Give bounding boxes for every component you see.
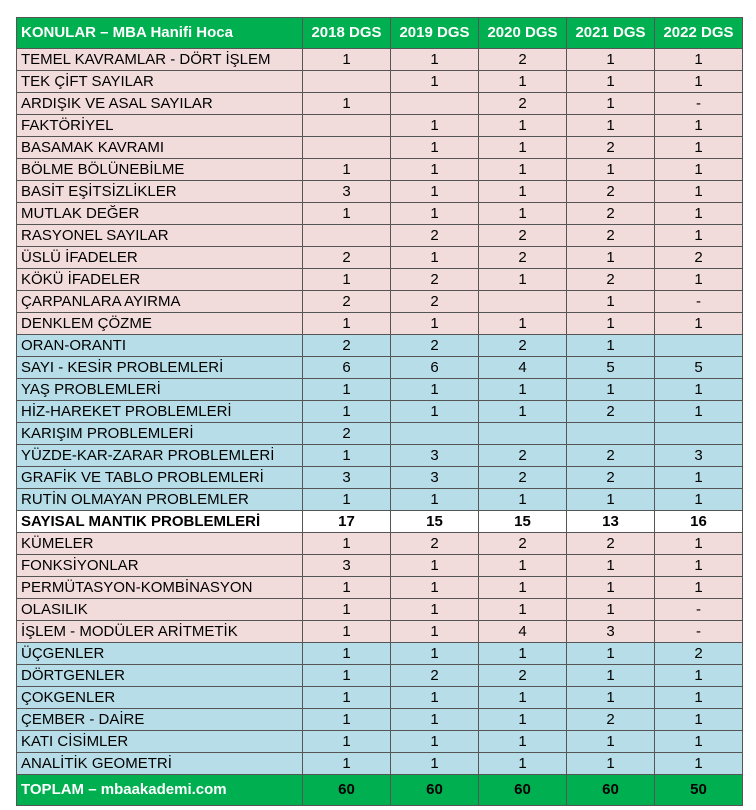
count-cell: 2	[567, 203, 655, 225]
count-cell: 1	[479, 643, 567, 665]
count-cell	[391, 93, 479, 115]
count-cell: 1	[567, 665, 655, 687]
count-cell: 1	[303, 203, 391, 225]
count-cell: 1	[391, 203, 479, 225]
count-cell: -	[655, 599, 743, 621]
count-cell: 2	[303, 335, 391, 357]
count-cell: 1	[567, 49, 655, 71]
count-cell: 1	[303, 269, 391, 291]
table-row	[17, 533, 743, 555]
count-cell: 1	[479, 71, 567, 93]
count-cell: 1	[479, 159, 567, 181]
header-year: 2021 DGS	[567, 18, 655, 49]
count-cell: 1	[391, 379, 479, 401]
count-cell: 1	[567, 489, 655, 511]
table-row	[17, 335, 743, 357]
count-cell: -	[655, 621, 743, 643]
count-cell: 1	[567, 687, 655, 709]
topic-cell: DENKLEM ÇÖZME	[17, 313, 303, 335]
count-cell: 1	[655, 577, 743, 599]
topic-cell: OLASILIK	[17, 599, 303, 621]
table-row	[17, 511, 743, 533]
count-cell: 2	[567, 225, 655, 247]
count-cell: 1	[303, 533, 391, 555]
count-cell: 2	[479, 335, 567, 357]
count-cell: 2	[479, 225, 567, 247]
count-cell: 1	[303, 489, 391, 511]
count-cell: 1	[391, 313, 479, 335]
count-cell: 16	[655, 511, 743, 533]
count-cell: 1	[391, 159, 479, 181]
count-cell: 1	[391, 643, 479, 665]
table-row	[17, 753, 743, 775]
count-cell: 2	[479, 247, 567, 269]
count-cell	[655, 423, 743, 445]
count-cell	[303, 115, 391, 137]
count-cell: 2	[479, 665, 567, 687]
count-cell: 1	[567, 379, 655, 401]
table-row	[17, 621, 743, 643]
topic-cell: FONKSİYONLAR	[17, 555, 303, 577]
count-cell: 1	[303, 379, 391, 401]
count-cell: 15	[479, 511, 567, 533]
count-cell	[303, 137, 391, 159]
count-cell: 1	[655, 49, 743, 71]
table-row	[17, 599, 743, 621]
count-cell: 2	[303, 423, 391, 445]
count-cell: 1	[567, 335, 655, 357]
table-row	[17, 379, 743, 401]
count-cell	[303, 71, 391, 93]
count-cell: 2	[391, 269, 479, 291]
count-cell	[479, 423, 567, 445]
topic-cell: ÜÇGENLER	[17, 643, 303, 665]
count-cell: 3	[391, 467, 479, 489]
count-cell: 1	[655, 159, 743, 181]
count-cell: 1	[391, 401, 479, 423]
count-cell: 1	[479, 379, 567, 401]
count-cell: 1	[479, 313, 567, 335]
count-cell: 2	[479, 467, 567, 489]
count-cell: 1	[303, 621, 391, 643]
count-cell: 1	[391, 489, 479, 511]
topic-cell: ANALİTİK GEOMETRİ	[17, 753, 303, 775]
count-cell: 1	[303, 665, 391, 687]
count-cell: 1	[391, 687, 479, 709]
count-cell: 2	[567, 181, 655, 203]
count-cell: 1	[303, 401, 391, 423]
table-row	[17, 577, 743, 599]
count-cell: 2	[655, 643, 743, 665]
count-cell: 1	[479, 401, 567, 423]
table-row	[17, 687, 743, 709]
topic-cell: ARDIŞIK VE ASAL SAYILAR	[17, 93, 303, 115]
count-cell: 1	[303, 49, 391, 71]
count-cell: 1	[567, 731, 655, 753]
count-cell: 1	[655, 225, 743, 247]
count-cell	[303, 225, 391, 247]
topic-cell: HİZ-HAREKET PROBLEMLERİ	[17, 401, 303, 423]
count-cell: 1	[303, 445, 391, 467]
table-row	[17, 93, 743, 115]
count-cell: 1	[655, 181, 743, 203]
count-cell: 1	[303, 599, 391, 621]
count-cell: 6	[391, 357, 479, 379]
table-row	[17, 555, 743, 577]
topic-cell: SAYI - KESİR PROBLEMLERİ	[17, 357, 303, 379]
table-row	[17, 269, 743, 291]
count-cell: 1	[303, 687, 391, 709]
count-cell: 1	[391, 71, 479, 93]
count-cell: 1	[567, 643, 655, 665]
count-cell: 1	[391, 731, 479, 753]
count-cell: 1	[655, 269, 743, 291]
total-value: 60	[479, 775, 567, 806]
count-cell: 1	[303, 643, 391, 665]
count-cell: 2	[479, 445, 567, 467]
count-cell: 1	[655, 71, 743, 93]
count-cell: 2	[479, 49, 567, 71]
count-cell: 1	[655, 555, 743, 577]
count-cell: 1	[655, 665, 743, 687]
topic-cell: YÜZDE-KAR-ZARAR PROBLEMLERİ	[17, 445, 303, 467]
count-cell: 1	[391, 753, 479, 775]
topic-cell: BÖLME BÖLÜNEBİLME	[17, 159, 303, 181]
count-cell: 2	[655, 247, 743, 269]
count-cell: 1	[567, 159, 655, 181]
header-year: 2022 DGS	[655, 18, 743, 49]
count-cell: 1	[567, 555, 655, 577]
count-cell: 2	[479, 93, 567, 115]
count-cell: 2	[567, 137, 655, 159]
count-cell: 2	[391, 335, 479, 357]
total-value: 60	[567, 775, 655, 806]
count-cell: 3	[567, 621, 655, 643]
count-cell: 5	[655, 357, 743, 379]
topic-cell: KATI CİSİMLER	[17, 731, 303, 753]
header-topic: KONULAR – MBA Hanifi Hoca	[17, 18, 303, 49]
table-row	[17, 225, 743, 247]
topic-cell: BASAMAK KAVRAMI	[17, 137, 303, 159]
count-cell	[391, 423, 479, 445]
topic-cell: DÖRTGENLER	[17, 665, 303, 687]
count-cell: 1	[303, 731, 391, 753]
count-cell: 6	[303, 357, 391, 379]
topic-cell: FAKTÖRİYEL	[17, 115, 303, 137]
topic-cell: ÇEMBER - DAİRE	[17, 709, 303, 731]
count-cell: 1	[479, 753, 567, 775]
table-row	[17, 731, 743, 753]
count-cell: 1	[303, 159, 391, 181]
count-cell: 1	[655, 137, 743, 159]
count-cell: 1	[391, 247, 479, 269]
count-cell: 1	[567, 599, 655, 621]
topic-cell: BASİT EŞİTSİZLİKLER	[17, 181, 303, 203]
count-cell: 1	[391, 555, 479, 577]
count-cell: 4	[479, 621, 567, 643]
count-cell: 2	[567, 467, 655, 489]
table-row	[17, 203, 743, 225]
count-cell: 3	[303, 467, 391, 489]
count-cell: 2	[567, 709, 655, 731]
table-row	[17, 423, 743, 445]
count-cell: 1	[479, 687, 567, 709]
table-row	[17, 71, 743, 93]
count-cell: 1	[655, 731, 743, 753]
count-cell: 1	[303, 709, 391, 731]
count-cell: 1	[391, 621, 479, 643]
table-row	[17, 291, 743, 313]
count-cell: 1	[567, 291, 655, 313]
count-cell: 2	[303, 291, 391, 313]
count-cell: 13	[567, 511, 655, 533]
topic-cell: İŞLEM - MODÜLER ARİTMETİK	[17, 621, 303, 643]
count-cell: 1	[567, 71, 655, 93]
count-cell: 2	[479, 533, 567, 555]
count-cell: 1	[391, 577, 479, 599]
count-cell: 2	[391, 291, 479, 313]
count-cell	[655, 335, 743, 357]
count-cell: 1	[391, 49, 479, 71]
count-cell: -	[655, 291, 743, 313]
count-cell: 1	[655, 203, 743, 225]
count-cell: 2	[391, 225, 479, 247]
count-cell: 1	[655, 753, 743, 775]
topic-cell: MUTLAK DEĞER	[17, 203, 303, 225]
count-cell: 1	[567, 93, 655, 115]
count-cell: 1	[655, 709, 743, 731]
table-row	[17, 401, 743, 423]
total-value: 60	[391, 775, 479, 806]
count-cell: 1	[567, 577, 655, 599]
table-row	[17, 445, 743, 467]
header-year: 2019 DGS	[391, 18, 479, 49]
table-row	[17, 643, 743, 665]
topic-cell: GRAFİK VE TABLO PROBLEMLERİ	[17, 467, 303, 489]
count-cell: 1	[567, 753, 655, 775]
count-cell: 2	[391, 533, 479, 555]
total-value: 60	[303, 775, 391, 806]
count-cell: 1	[479, 181, 567, 203]
topic-cell: YAŞ PROBLEMLERİ	[17, 379, 303, 401]
table-row	[17, 357, 743, 379]
count-cell: 1	[479, 137, 567, 159]
table-row	[17, 181, 743, 203]
dgs-topic-table	[16, 17, 743, 806]
count-cell: 2	[391, 665, 479, 687]
table-row	[17, 115, 743, 137]
count-cell: 1	[303, 313, 391, 335]
count-cell: 1	[655, 467, 743, 489]
count-cell: 1	[655, 533, 743, 555]
total-value: 50	[655, 775, 743, 806]
table-row	[17, 709, 743, 731]
count-cell: 4	[479, 357, 567, 379]
header-row	[17, 18, 743, 49]
count-cell: 1	[567, 247, 655, 269]
count-cell: 1	[479, 269, 567, 291]
table-row	[17, 159, 743, 181]
count-cell: 1	[391, 599, 479, 621]
table-body	[17, 49, 743, 775]
count-cell: 1	[479, 731, 567, 753]
count-cell: 1	[567, 115, 655, 137]
topic-cell: TEK ÇİFT SAYILAR	[17, 71, 303, 93]
total-label: TOPLAM – mbaakademi.com	[17, 775, 303, 806]
count-cell: 1	[303, 577, 391, 599]
count-cell: 1	[655, 687, 743, 709]
count-cell: 3	[303, 181, 391, 203]
count-cell: 1	[391, 137, 479, 159]
count-cell: 1	[655, 313, 743, 335]
table-row	[17, 49, 743, 71]
count-cell: 1	[479, 203, 567, 225]
table-row	[17, 489, 743, 511]
topic-cell: KARIŞIM PROBLEMLERİ	[17, 423, 303, 445]
header-year: 2018 DGS	[303, 18, 391, 49]
count-cell: 1	[391, 181, 479, 203]
topic-cell: TEMEL KAVRAMLAR - DÖRT İŞLEM	[17, 49, 303, 71]
topic-cell: ORAN-ORANTI	[17, 335, 303, 357]
count-cell: 1	[303, 93, 391, 115]
table-row	[17, 313, 743, 335]
count-cell: 1	[479, 599, 567, 621]
count-cell: 3	[391, 445, 479, 467]
count-cell: -	[655, 93, 743, 115]
count-cell: 3	[655, 445, 743, 467]
table-row	[17, 137, 743, 159]
count-cell: 1	[479, 555, 567, 577]
count-cell: 1	[479, 115, 567, 137]
topic-cell: RUTİN OLMAYAN PROBLEMLER	[17, 489, 303, 511]
topic-cell: ÇOKGENLER	[17, 687, 303, 709]
count-cell: 1	[567, 313, 655, 335]
count-cell: 17	[303, 511, 391, 533]
topic-cell: ÜSLÜ İFADELER	[17, 247, 303, 269]
topic-cell: KÜMELER	[17, 533, 303, 555]
count-cell: 1	[479, 709, 567, 731]
count-cell: 2	[567, 533, 655, 555]
count-cell: 1	[655, 115, 743, 137]
total-row	[17, 775, 743, 806]
topic-cell: RASYONEL SAYILAR	[17, 225, 303, 247]
count-cell	[567, 423, 655, 445]
count-cell: 1	[655, 401, 743, 423]
table-row	[17, 467, 743, 489]
topic-cell: SAYISAL MANTIK PROBLEMLERİ	[17, 511, 303, 533]
count-cell: 5	[567, 357, 655, 379]
count-cell: 1	[479, 489, 567, 511]
header-year: 2020 DGS	[479, 18, 567, 49]
count-cell: 2	[567, 401, 655, 423]
topic-cell: ÇARPANLARA AYIRMA	[17, 291, 303, 313]
count-cell: 1	[391, 709, 479, 731]
count-cell: 2	[567, 269, 655, 291]
table-row	[17, 247, 743, 269]
count-cell: 15	[391, 511, 479, 533]
count-cell: 1	[303, 753, 391, 775]
topic-cell: KÖKÜ İFADELER	[17, 269, 303, 291]
count-cell: 1	[655, 379, 743, 401]
count-cell: 3	[303, 555, 391, 577]
count-cell: 1	[479, 577, 567, 599]
topic-cell: PERMÜTASYON-KOMBİNASYON	[17, 577, 303, 599]
count-cell: 1	[655, 489, 743, 511]
count-cell: 2	[303, 247, 391, 269]
count-cell	[479, 291, 567, 313]
count-cell: 2	[567, 445, 655, 467]
table-row	[17, 665, 743, 687]
count-cell: 1	[391, 115, 479, 137]
